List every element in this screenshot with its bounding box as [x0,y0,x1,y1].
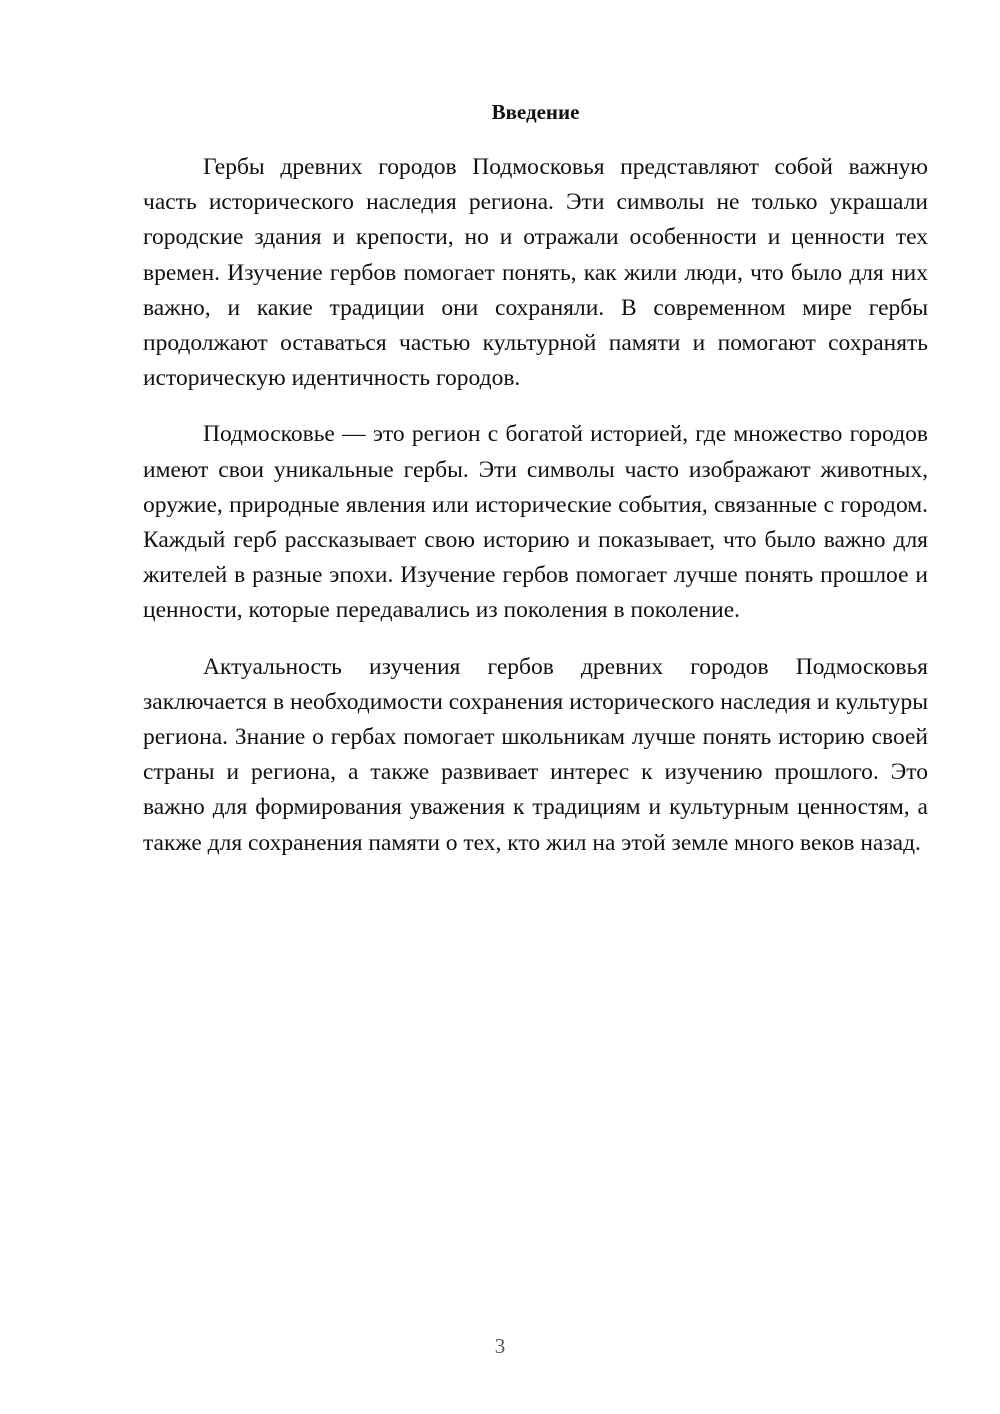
page-content [143,94,928,882]
page-number: 3 [494,1334,506,1358]
paragraph-3: Актуальность изучения гербов древних городов Подмосковья заключается в необходимости сохранения исторического наследия и культуры региона. Знание о гербах помогает школьникам лучше понять историю своей страны и региона, а также развивает интерес к изучению прошлого. Это важно для формирования уважения к традициям и культурным ценностям, а также для сохранения памяти о тех, кто жил на этой земле много веков назад. [143,653,928,856]
paragraph-2: Подмосковье — это регион с богатой историей, где множество городов имеют свои уникальные гербы. Эти символы часто изображают животных, оружие, природные явления или исторические события, связанные с городом. Каждый герб рассказывает свою историю и показывает, что было важно для жителей в разные эпохи. Изучение гербов помогает лучше понять прошлое и ценности, которые передавались из поколения в поколение. [143,421,928,624]
paragraph-1: Гербы древних городов Подмосковья представляют собой важную часть исторического наследия региона. Эти символы не только украшали городские здания и крепости, но и отражали особенности и ценности тех времен. Изучение гербов помогает понять, как жили люди, что было для них важно, и какие традиции они сохраняли. В современном мире гербы продолжают оставаться частью культурной памяти и помогают сохранять историческую идентичность городов. [143,154,928,392]
section-heading: Введение [491,100,580,124]
